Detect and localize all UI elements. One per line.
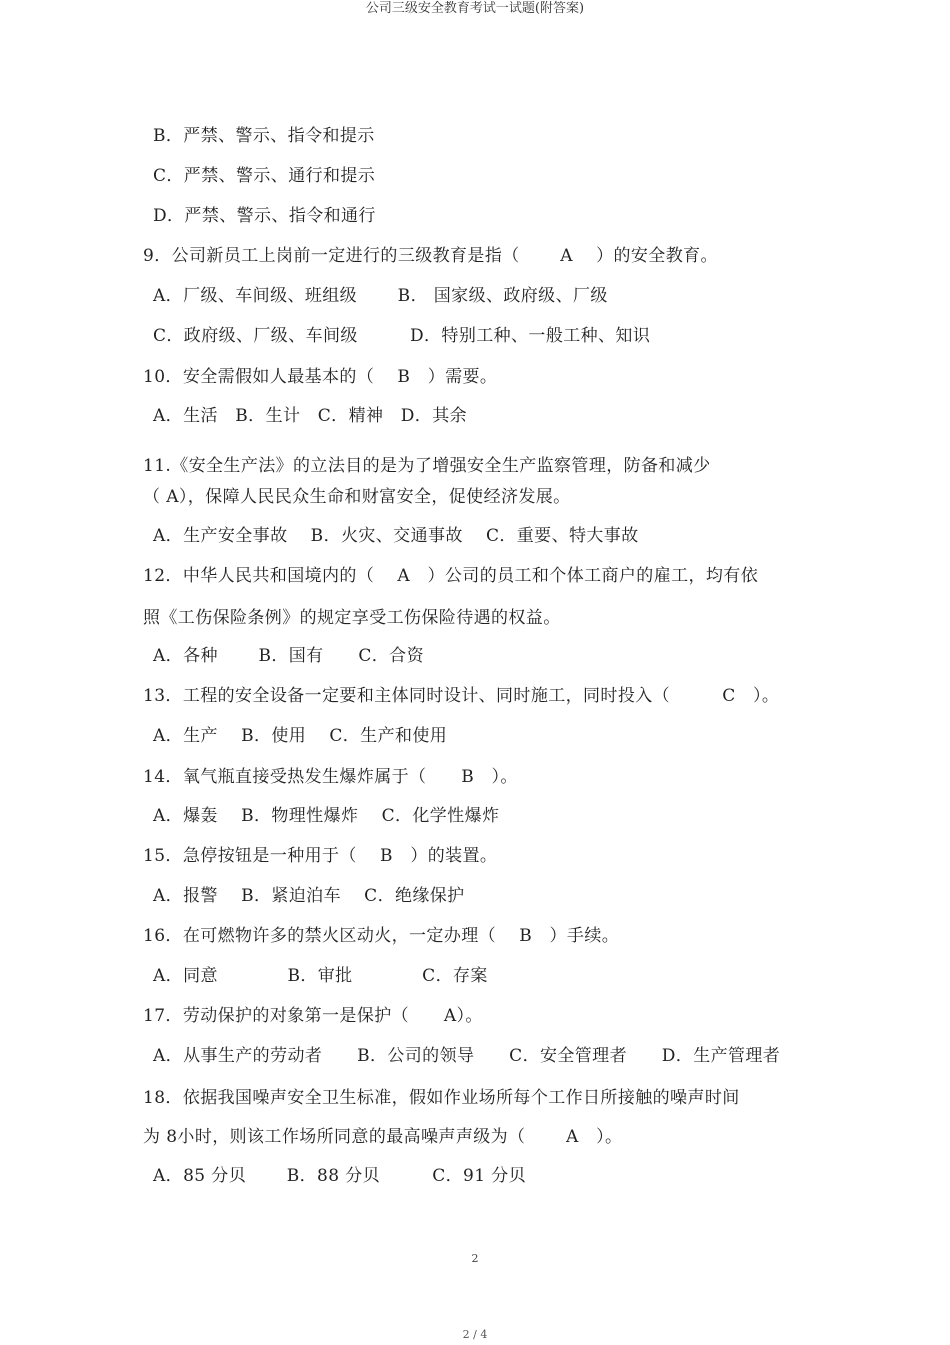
question-line: 16．在可燃物许多的禁火区动火，一定办理（ B ）手续。	[143, 926, 620, 946]
question-line: 11.《安全生产法》的立法目的是为了增强安全生产监察管理，防备和减少	[143, 456, 711, 476]
question-line: 照《工伤保险条例》的规定享受工伤保险待遇的权益。	[143, 608, 561, 628]
page-count: 2 / 4	[462, 1328, 488, 1341]
question-line: 13．工程的安全设备一定要和主体同时设计、同时施工，同时投入（ C ）。	[143, 686, 780, 706]
question-line: 14．氧气瓶直接受热发生爆炸属于（ B ）。	[143, 767, 518, 787]
option-line: B．严禁、警示、指令和提示	[153, 126, 375, 146]
option-line: A．厂级、车间级、班组级 B． 国家级、政府级、厂级	[153, 286, 608, 306]
option-line: C．政府级、厂级、车间级 D．特别工种、一般工种、知识	[153, 326, 651, 346]
question-line: 17．劳动保护的对象第一是保护（ A）。	[143, 1006, 483, 1026]
option-line: A．生产 B．使用 C．生产和使用	[153, 726, 448, 746]
option-line: C．严禁、警示、通行和提示	[153, 166, 376, 186]
option-line: A．爆轰 B．物理性爆炸 C．化学性爆炸	[153, 806, 500, 826]
question-line: 18．依据我国噪声安全卫生标准，假如作业场所每个工作日所接触的噪声时间	[143, 1088, 740, 1108]
question-line: 9．公司新员工上岗前一定进行的三级教育是指（ A ）的安全教育。	[143, 246, 718, 266]
option-line: A．从事生产的劳动者 B．公司的领导 C．安全管理者 D．生产管理者	[153, 1046, 781, 1066]
option-line: A．各种 B．国有 C．合资	[153, 646, 424, 666]
question-line: 15．急停按钮是一种用于（ B ）的装置。	[143, 846, 498, 866]
option-line: A．生产安全事故 B．火灾、交通事故 C．重要、特大事故	[153, 526, 639, 546]
question-line: 为 8小时，则该工作场所同意的最高噪声声级为（ A ）。	[143, 1127, 623, 1147]
option-line: A．生活 B．生计 C．精神 D．其余	[153, 406, 468, 426]
question-line: （ A），保障人民民众生命和财富安全，促使经济发展。	[143, 487, 571, 507]
option-line: A．报警 B．紧迫泊车 C．绝缘保护	[153, 886, 465, 906]
question-line: 10．安全需假如人最基本的（ B ）需要。	[143, 367, 498, 387]
question-line: 12．中华人民共和国境内的（ A ）公司的员工和个体工商户的雇工，均有依	[143, 566, 759, 586]
option-line: A．同意 B．审批 C．存案	[153, 966, 488, 986]
option-line: D．严禁、警示、指令和通行	[153, 206, 376, 226]
document-header: 公司三级安全教育考试一试题(附答案)	[365, 1, 585, 16]
page-number: 2	[471, 1252, 479, 1265]
option-line: A．85 分贝 B．88 分贝 C．91 分贝	[153, 1166, 527, 1186]
